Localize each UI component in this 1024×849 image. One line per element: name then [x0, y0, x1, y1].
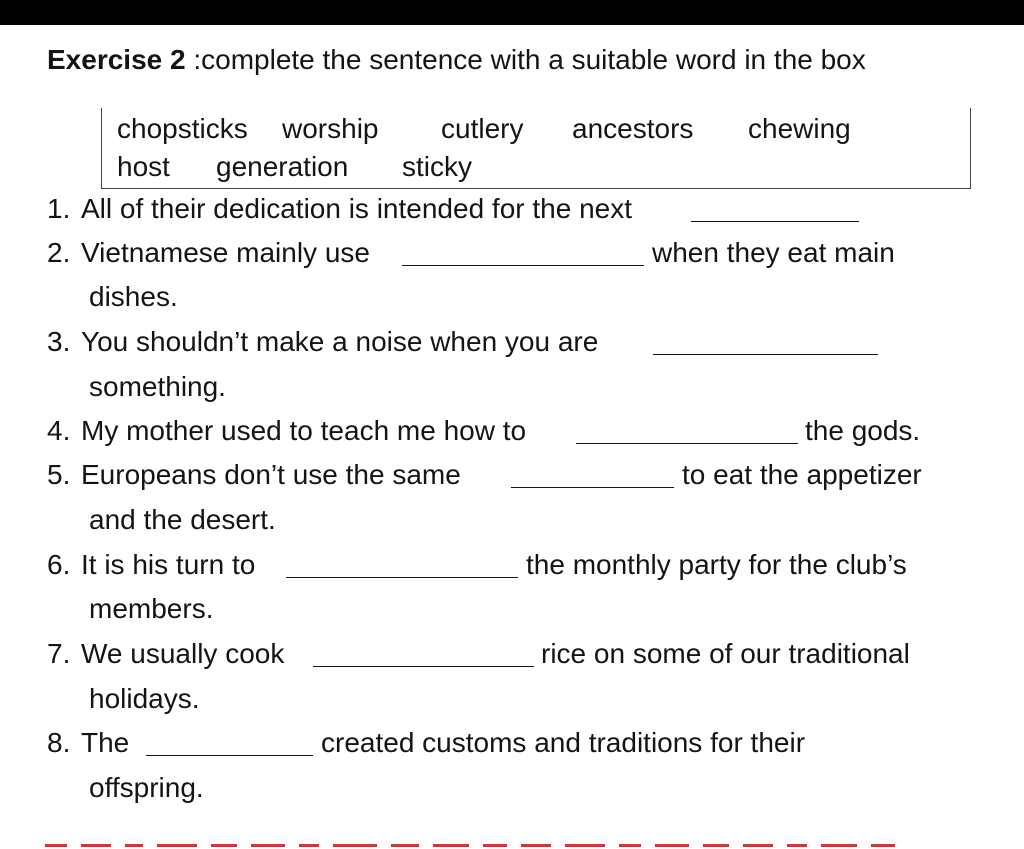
answer-blank[interactable]	[402, 265, 644, 266]
answer-blank[interactable]	[511, 487, 674, 488]
word-sticky: sticky	[402, 151, 472, 182]
sentence-continuation: dishes.	[89, 281, 178, 312]
sentence-text: All of their dedication is intended for the next	[81, 193, 633, 224]
sentence-number: 3.	[47, 326, 71, 357]
sentence-continuation: holidays.	[89, 683, 200, 714]
answer-blank[interactable]	[286, 577, 518, 578]
sentence-text-after: rice on some of our traditional	[541, 638, 910, 669]
answer-blank[interactable]	[691, 221, 859, 222]
word-ancestors: ancestors	[572, 113, 694, 144]
sentence-text: You shouldn’t make a noise when you are	[81, 326, 599, 357]
answer-blank[interactable]	[653, 354, 878, 355]
top-black-bar	[0, 0, 1024, 25]
word-chewing: chewing	[748, 113, 851, 144]
sentence-text: Vietnamese mainly use	[81, 237, 370, 268]
sentence-number: 7.	[47, 638, 71, 669]
word-chopsticks: chopsticks	[117, 113, 248, 144]
sentence-continuation: offspring.	[89, 772, 204, 803]
sentence-number: 1.	[47, 193, 71, 224]
sentence-number: 8.	[47, 727, 71, 758]
word-generation: generation	[216, 151, 349, 182]
sentence-continuation: something.	[89, 371, 226, 402]
sentence-text: The	[81, 727, 130, 758]
sentence-number: 6.	[47, 549, 71, 580]
word-worship: worship	[282, 113, 379, 144]
sentence-text-after: the gods.	[805, 415, 921, 446]
cut-off-red-text	[45, 844, 965, 849]
word-box	[101, 108, 971, 189]
exercise-title	[47, 42, 866, 78]
sentence-text-after: the monthly party for the club’s	[526, 549, 907, 580]
sentence-number: 4.	[47, 415, 71, 446]
sentence-text-after: to eat the appetizer	[682, 459, 922, 490]
sentence-continuation: and the desert.	[89, 504, 276, 535]
sentence-number: 5.	[47, 459, 71, 490]
answer-blank[interactable]	[576, 443, 798, 444]
sentence-text: It is his turn to	[81, 549, 256, 580]
answer-blank[interactable]	[313, 666, 534, 667]
sentence-number: 2.	[47, 237, 71, 268]
sentence-text: Europeans don’t use the same	[81, 459, 461, 490]
sentence-text: We usually cook	[81, 638, 285, 669]
sentence-text-after: created customs and traditions for their	[321, 727, 806, 758]
exercise-number: Exercise 2	[47, 44, 186, 75]
sentence-text-after: when they eat main	[652, 237, 895, 268]
sentence-text: My mother used to teach me how to	[81, 415, 527, 446]
sentence-continuation: members.	[89, 593, 214, 624]
word-host: host	[117, 151, 170, 182]
word-cutlery: cutlery	[441, 113, 524, 144]
exercise-instruction: :complete the sentence with a suitable word in the box	[193, 44, 866, 75]
answer-blank[interactable]	[146, 755, 313, 756]
